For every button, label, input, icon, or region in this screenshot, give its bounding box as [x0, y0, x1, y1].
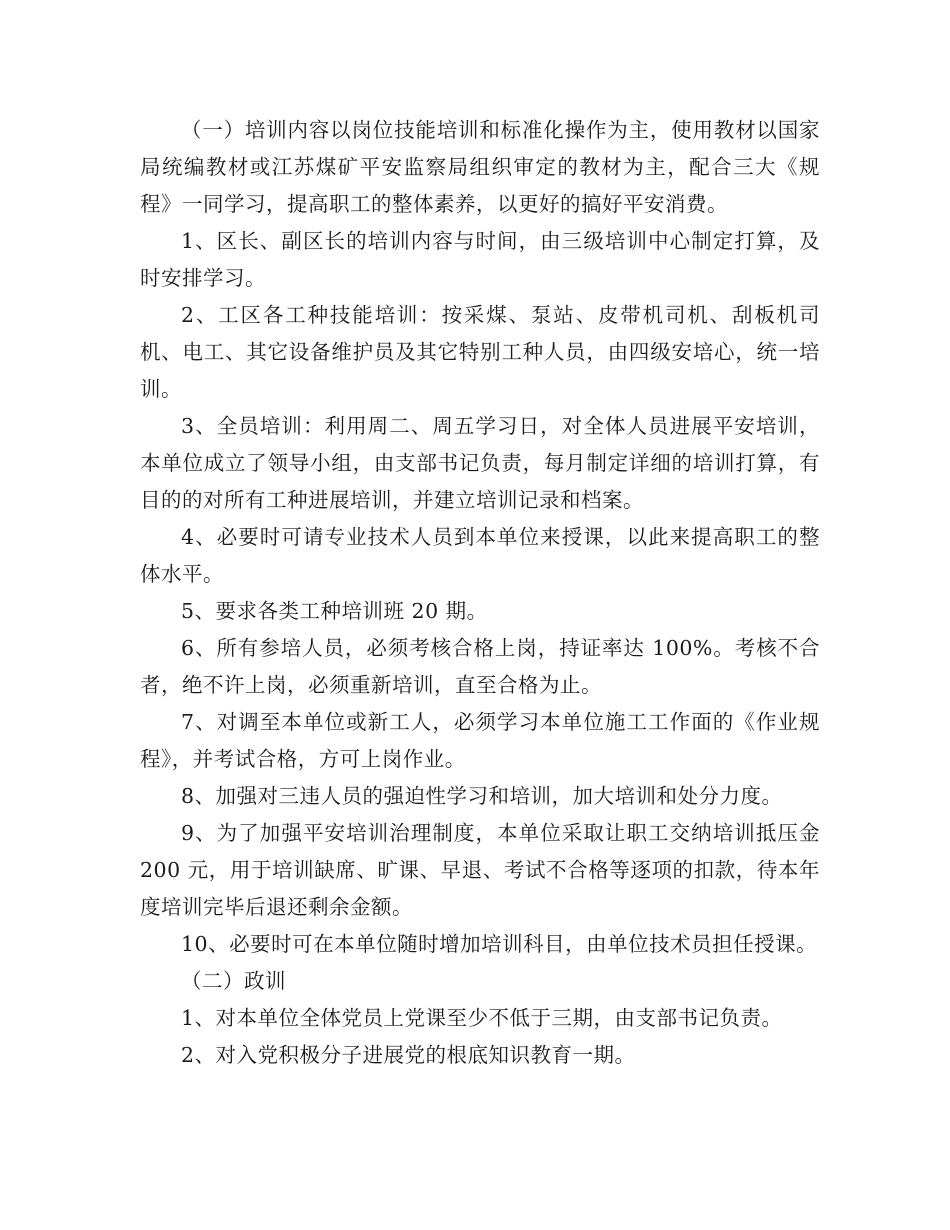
- item-5-paragraph: 5、要求各类工种培训班 20 期。: [181, 599, 488, 623]
- item-10-paragraph: 10、必要时可在本单位随时增加培训科目，由单位技术员担任授课。: [181, 932, 818, 956]
- section-2-heading: （二）政训: [181, 969, 286, 993]
- item-8-paragraph: 8、加强对三违人员的强迫性学习和培训，加大培训和处分力度。: [181, 784, 783, 808]
- item-3-paragraph: 3、全员培训：利用周二、周五学习日，对全体人员进展平安培训，本单位成立了领导小组，由支部书记负责，每月制定详细的培训打算，有目的的对所有工种进展培训，并建立培训记录和档案。: [140, 414, 820, 512]
- section-2-item-2-paragraph: 2、对入党积极分子进展党的根底知识教育一期。: [181, 1043, 636, 1067]
- item-6-paragraph: 6、所有参培人员，必须考核合格上岗，持证率达 100%。考核不合者，绝不许上岗，必须重新培训，直至合格为止。: [140, 636, 820, 697]
- item-1-paragraph: 1、区长、副区长的培训内容与时间，由三级培训中心制定打算，及时安排学习。: [140, 229, 820, 290]
- section-1-intro-paragraph: （一）培训内容以岗位技能培训和标准化操作为主，使用教材以国家局统编教材或江苏煤矿平安监察局组织审定的教材为主，配合三大《规程》一同学习，提高职工的整体素养，以更好的搞好平安消费。: [140, 118, 820, 216]
- item-7-paragraph: 7、对调至本单位或新工人，必须学习本单位施工工作面的《作业规程》，并考试合格，方可上岗作业。: [140, 710, 820, 771]
- item-9-paragraph: 9、为了加强平安培训治理制度，本单位采取让职工交纳培训抵压金 200 元，用于培训缺席、旷课、早退、考试不合格等逐项的扣款，待本年度培训完毕后退还剩余金额。: [140, 821, 820, 919]
- item-2-paragraph: 2、工区各工种技能培训：按采煤、泵站、皮带机司机、刮板机司机、电工、其它设备维护员及其它特别工种人员，由四级安培心，统一培训。: [140, 303, 820, 401]
- document-body: [140, 112, 820, 1074]
- section-2-item-1-paragraph: 1、对本单位全体党员上党课至少不低于三期，由支部书记负责。: [181, 1006, 783, 1030]
- item-4-paragraph: 4、必要时可请专业技术人员到本单位来授课，以此来提高职工的整体水平。: [140, 525, 820, 586]
